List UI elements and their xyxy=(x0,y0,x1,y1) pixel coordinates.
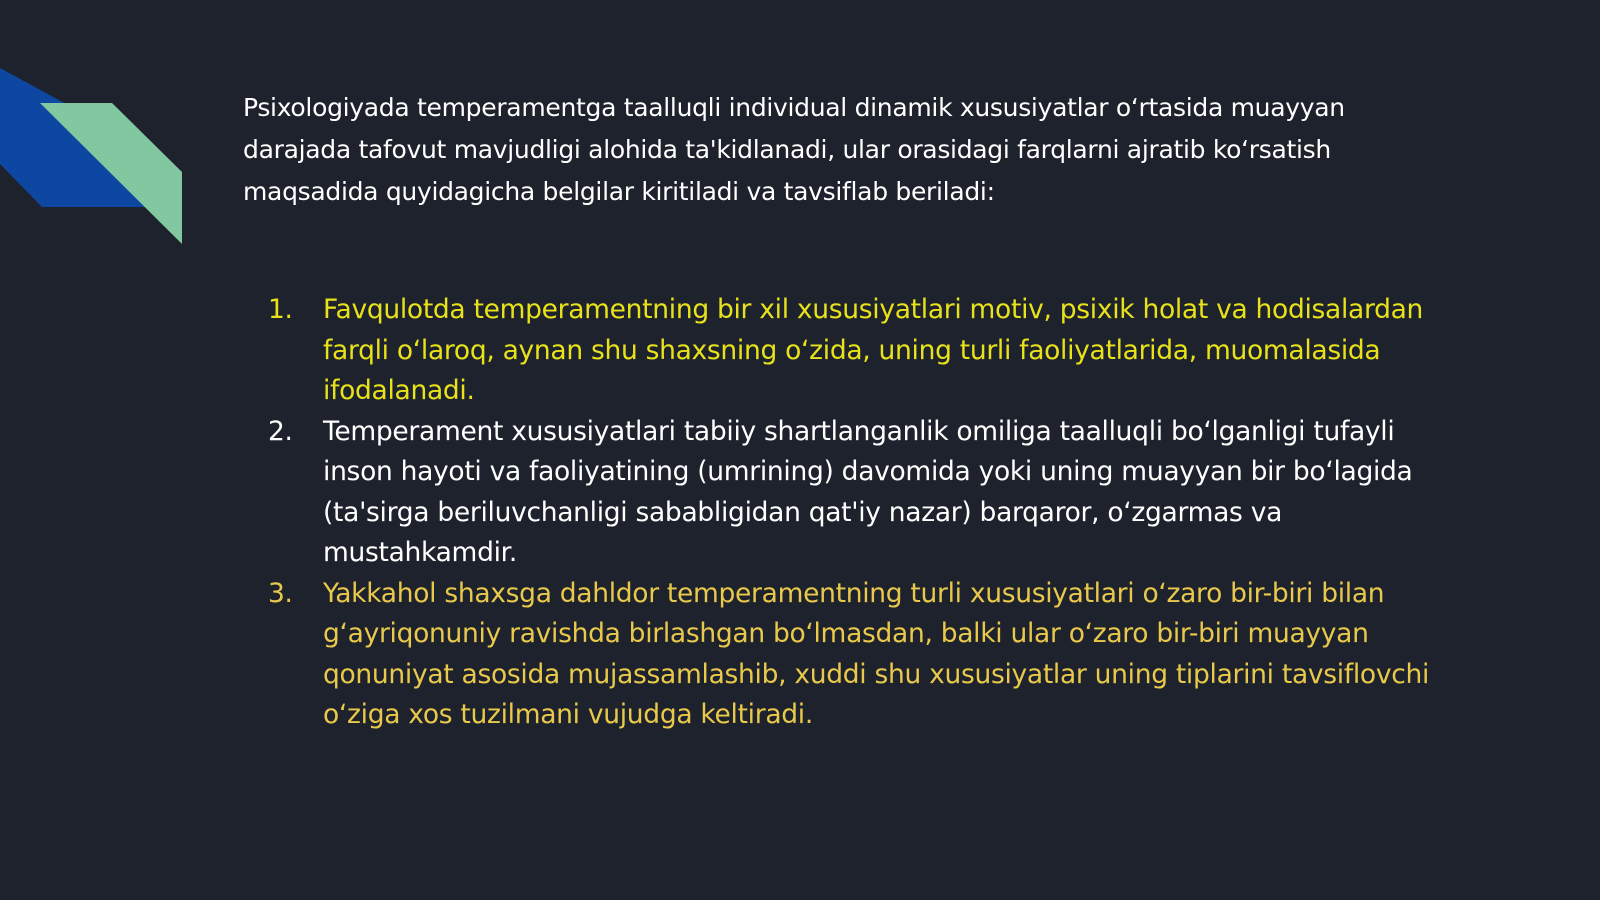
list-item-text: Yakkahol shaxsga dahldor temperamentning turli xususiyatlari oʻzaro bir-biri bilan gʻayriqonuniy ravishda birlashgan boʻlmasdan, balki ular oʻzaro bir-biri muayyan qonuniyat asosida mujassamlashib, xuddi shu xususiyatlar uning tiplarini tavsiflovchi oʻziga xos tuzilmani vujudga keltiradi. xyxy=(323,577,1430,730)
list-item-text: Favqulotda temperamentning bir xil xususiyatlari motiv, psixik holat va hodisalardan farqli oʻlaroq, aynan shu shaxsning oʻzida, uning turli faoliyatlarida, muomalasida ifodalanadi. xyxy=(323,294,1424,406)
list-item-number: 3. xyxy=(268,577,293,609)
list-item xyxy=(260,574,1460,736)
list-item-text: Temperament xususiyatlari tabiiy shartlanganlik omiliga taalluqli boʻlganligi tufayli inson hayoti va faoliyatining (umrining) davomida yoki uning muayyan bir boʻlagida (ta'sirga beriluvchanligi sababligidan qat'iy nazar) barqaror, oʻzgarmas va mustahkamdir. xyxy=(323,415,1413,568)
list-item-number: 2. xyxy=(268,415,293,447)
list-item-number: 1. xyxy=(268,294,293,325)
list-item xyxy=(260,290,1460,412)
intro-paragraph: Psixologiyada temperamentga taalluqli individual dinamik xususiyatlar oʻrtasida muayyan darajada tafovut mavjudligi alohida ta'kidlanadi, ular orasidagi farqlarni ajratib koʻrsatish maqsadida quyidagicha belgilar kiritiladi va tavsiflab beriladi: xyxy=(243,93,1345,206)
corner-stripes-decoration xyxy=(0,60,190,250)
numbered-list xyxy=(260,290,1460,736)
list-item xyxy=(260,412,1460,574)
